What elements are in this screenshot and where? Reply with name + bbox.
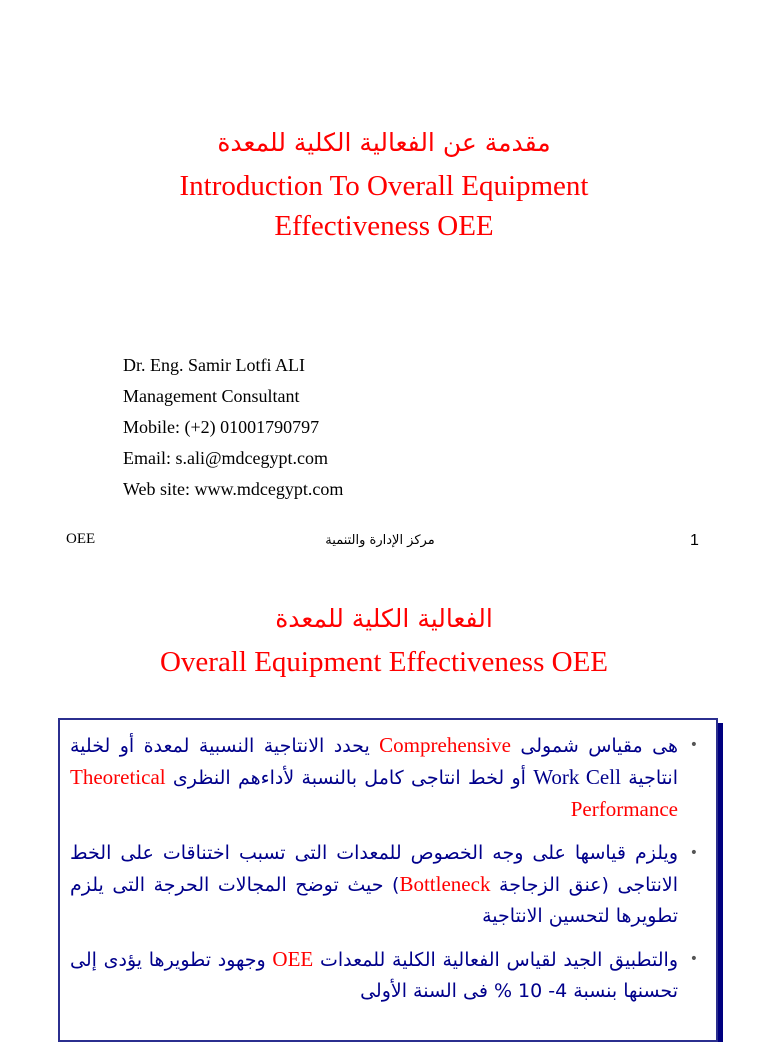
bullet-dot-icon: • bbox=[689, 845, 698, 861]
bullet-dot-icon: • bbox=[689, 737, 698, 753]
content-box bbox=[58, 718, 718, 1042]
bullet-term: Theoretical Performance bbox=[70, 765, 678, 821]
slide1-title-arabic: مقدمة عن الفعالية الكلية للمعدة bbox=[217, 128, 551, 157]
bullet-term: Bottleneck bbox=[399, 872, 491, 896]
slide1-title-english-line2: Effectiveness OEE bbox=[274, 210, 494, 242]
slide2-title-arabic: الفعالية الكلية للمعدة bbox=[275, 604, 493, 633]
author-role: Management Consultant bbox=[123, 386, 300, 406]
author-name: Dr. Eng. Samir Lotfi ALI bbox=[123, 355, 305, 375]
author-mobile: Mobile: (+2) 01001790797 bbox=[123, 417, 320, 437]
bullet-text: وجهود تطويرها يؤدى إلى تحسنها بنسبة 4- 10 % فى السنة الأولى bbox=[70, 949, 678, 1002]
bullet-text: أو لخط انتاجى كامل بالنسبة لأداءهم النظرى bbox=[165, 767, 534, 789]
bullet-term: Work Cell bbox=[533, 765, 621, 789]
bullet-item bbox=[70, 838, 698, 932]
bullet-term: OEE bbox=[272, 947, 314, 971]
bullet-item bbox=[70, 730, 698, 826]
slide2-title-english: Overall Equipment Effectiveness OEE bbox=[159, 646, 608, 678]
bullet-text: ويلزم قياسها على وجه الخصوص للمعدات التى تسبب اختناقات على الخط الانتاجى (عنق الزجاجة bbox=[70, 842, 678, 896]
bullet-text: ) حيث توضح المجالات الحرجة التى يلزم تطويرها لتحسين الانتاجية bbox=[70, 874, 678, 927]
footer-center-label: مركز الإدارة والتنمية bbox=[325, 533, 435, 548]
author-email: Email: s.ali@mdcegypt.com bbox=[123, 448, 329, 468]
footer-left-label: OEE bbox=[66, 531, 96, 547]
slide1-title-english-line1: Introduction To Overall Equipment bbox=[179, 170, 589, 202]
bullet-text: هى مقياس شمولى bbox=[510, 735, 678, 757]
bullet-text: يحدد الانتاجية النسبية لمعدة أو لخلية انتاجية bbox=[70, 735, 678, 789]
page-number: 1 bbox=[690, 532, 699, 549]
bullet-item bbox=[70, 944, 698, 1007]
bullet-term: Comprehensive bbox=[379, 733, 511, 757]
author-website: Web site: www.mdcegypt.com bbox=[123, 479, 344, 499]
bullet-text: والتطبيق الجيد لقياس الفعالية الكلية للمعدات bbox=[313, 949, 678, 971]
bullet-dot-icon: • bbox=[689, 951, 698, 967]
